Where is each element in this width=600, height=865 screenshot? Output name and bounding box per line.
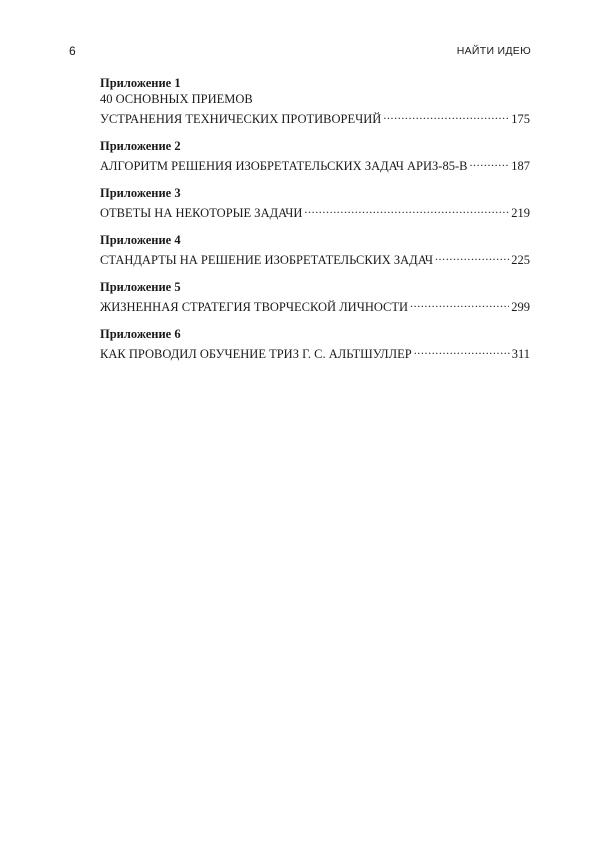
table-of-contents bbox=[100, 75, 530, 373]
toc-leader-line bbox=[100, 295, 530, 314]
toc-entry-appendix-4[interactable] bbox=[100, 232, 530, 267]
toc-title: СТАНДАРТЫ НА РЕШЕНИЕ ИЗОБРЕТАТЕЛЬСКИХ ЗАДАЧ bbox=[100, 253, 433, 267]
toc-leader-line bbox=[100, 107, 530, 126]
toc-page-number: 187 bbox=[511, 159, 530, 173]
toc-page-number: 225 bbox=[511, 253, 530, 267]
toc-title: ЖИЗНЕННАЯ СТРАТЕГИЯ ТВОРЧЕСКОЙ ЛИЧНОСТИ bbox=[100, 300, 409, 314]
toc-title: КАК ПРОВОДИЛ ОБУЧЕНИЕ ТРИЗ Г. С. АЛЬТШУЛЛЕР bbox=[100, 347, 412, 361]
toc-page-number: 175 bbox=[511, 112, 530, 126]
running-title: НАЙТИ ИДЕЮ bbox=[456, 45, 531, 57]
page-number: 6 bbox=[69, 44, 76, 58]
toc-entry-appendix-6[interactable] bbox=[100, 326, 530, 361]
toc-title: УСТРАНЕНИЯ ТЕХНИЧЕСКИХ ПРОТИВОРЕЧИЙ bbox=[100, 112, 382, 126]
page-header bbox=[69, 44, 531, 60]
toc-page-number: 299 bbox=[511, 300, 530, 314]
appendix-label: Приложение 3 bbox=[100, 186, 181, 200]
toc-entry-appendix-1[interactable] bbox=[100, 75, 530, 126]
dot-leader bbox=[469, 154, 509, 170]
appendix-label: Приложение 4 bbox=[100, 233, 181, 247]
toc-entry-appendix-5[interactable] bbox=[100, 279, 530, 314]
dot-leader bbox=[304, 201, 509, 217]
toc-page-number: 219 bbox=[511, 206, 530, 220]
toc-title: ОТВЕТЫ НА НЕКОТОРЫЕ ЗАДАЧИ bbox=[100, 206, 303, 220]
toc-entry-appendix-3[interactable] bbox=[100, 185, 530, 220]
toc-title: АЛГОРИТМ РЕШЕНИЯ ИЗОБРЕТАТЕЛЬСКИХ ЗАДАЧ АРИЗ-85-В bbox=[100, 159, 468, 173]
appendix-label: Приложение 2 bbox=[100, 139, 181, 153]
dot-leader bbox=[414, 342, 510, 358]
toc-leader-line bbox=[100, 342, 530, 361]
appendix-label: Приложение 1 bbox=[100, 76, 181, 90]
dot-leader bbox=[383, 107, 509, 123]
toc-title-line: 40 ОСНОВНЫХ ПРИЕМОВ bbox=[100, 92, 253, 106]
toc-leader-line bbox=[100, 248, 530, 267]
appendix-label: Приложение 5 bbox=[100, 280, 181, 294]
toc-leader-line bbox=[100, 201, 530, 220]
toc-page-number: 311 bbox=[511, 347, 530, 361]
toc-entry-appendix-2[interactable] bbox=[100, 138, 530, 173]
dot-leader bbox=[410, 295, 509, 311]
toc-leader-line bbox=[100, 154, 530, 173]
dot-leader bbox=[435, 248, 509, 264]
appendix-label: Приложение 6 bbox=[100, 327, 181, 341]
